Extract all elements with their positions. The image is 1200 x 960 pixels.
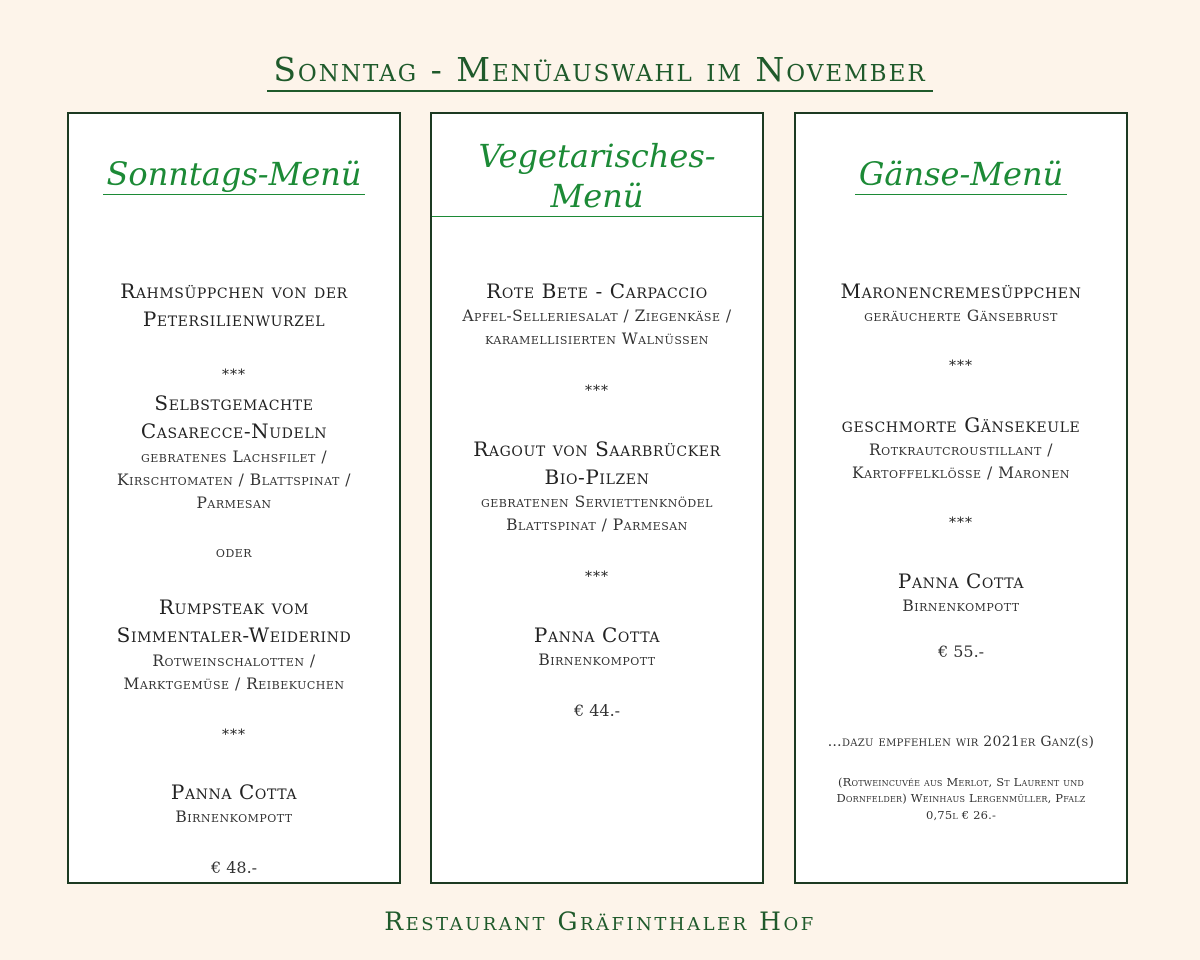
dish-name: Maronencremesüppchen bbox=[840, 279, 1082, 303]
dish-description: Rotweinschalotten / Marktgemüse / Reibekuchen bbox=[123, 652, 345, 693]
menu-title-text: Gänse-Menü bbox=[855, 154, 1067, 195]
wine-detail: (Rotweincuvée aus Merlot, St Laurent und Dornfelder) Weinhaus Lergenmüller, Pfalz bbox=[836, 775, 1086, 805]
oder-label: oder bbox=[215, 543, 253, 561]
dish-description: gebratenen Serviettenknödel Blattspinat / Parmesan bbox=[480, 493, 713, 534]
dish-description: Rotkrautcroustillant / Kartoffelklösse / Maronen bbox=[852, 441, 1070, 482]
menu-title bbox=[796, 136, 1126, 212]
wine-price: 0,75l € 26.- bbox=[925, 808, 997, 822]
menu-price: € 44.- bbox=[573, 701, 621, 720]
course-separator: *** bbox=[222, 367, 246, 383]
menu-title bbox=[432, 136, 762, 234]
course-separator: *** bbox=[949, 515, 973, 531]
restaurant-name: Restaurant Gräfinthaler Hof bbox=[384, 907, 816, 936]
menu-price: € 48.- bbox=[210, 858, 258, 877]
dish-name: Ragout von Saarbrücker Bio-Pilzen bbox=[473, 437, 721, 489]
dish-name: Panna Cotta bbox=[170, 780, 298, 804]
dish-description: geräucherte Gänsebrust bbox=[864, 307, 1058, 325]
menu-card-vegetarisch bbox=[430, 112, 764, 884]
dish-name: Rumpsteak vom Simmentaler-Weiderind bbox=[116, 595, 352, 647]
page-title-text: Sonntag - Menüauswahl im November bbox=[267, 50, 932, 92]
course-separator: *** bbox=[222, 727, 246, 743]
course-separator: *** bbox=[585, 383, 609, 399]
dish-description: Birnenkompott bbox=[902, 597, 1020, 615]
dish-name: Rote Bete - Carpaccio bbox=[486, 279, 708, 303]
page-title bbox=[0, 50, 1200, 90]
menu-title bbox=[69, 136, 399, 212]
menu-price: € 55.- bbox=[937, 642, 985, 661]
menu-title-text: Sonntags-Menü bbox=[103, 154, 366, 195]
dish-name: Panna Cotta bbox=[533, 623, 661, 647]
dish-name: Selbstgemachte Casarecce-Nudeln bbox=[140, 391, 328, 443]
dish-description: Apfel-Selleriesalat / Ziegenkäse / karamellisierten Walnüssen bbox=[462, 307, 732, 348]
dish-name: Rahmsüppchen von der Petersilienwurzel bbox=[120, 279, 348, 331]
menu-card-sonntags bbox=[67, 112, 401, 884]
wine-recommendation: …dazu empfehlen wir 2021er Ganz(s) bbox=[827, 734, 1095, 750]
dish-description: Birnenkompott bbox=[175, 808, 293, 826]
menu-card-gaense bbox=[794, 112, 1128, 884]
dish-description: Birnenkompott bbox=[538, 651, 656, 669]
dish-name: Panna Cotta bbox=[897, 569, 1025, 593]
course-separator: *** bbox=[949, 358, 973, 374]
dish-description: gebratenes Lachsfilet / Kirschtomaten / Blattspinat / Parmesan bbox=[117, 448, 351, 512]
menu-title-text: Vegetarisches-Menü bbox=[432, 136, 762, 217]
course-separator: *** bbox=[585, 569, 609, 585]
dish-name: geschmorte Gänsekeule bbox=[841, 413, 1081, 437]
